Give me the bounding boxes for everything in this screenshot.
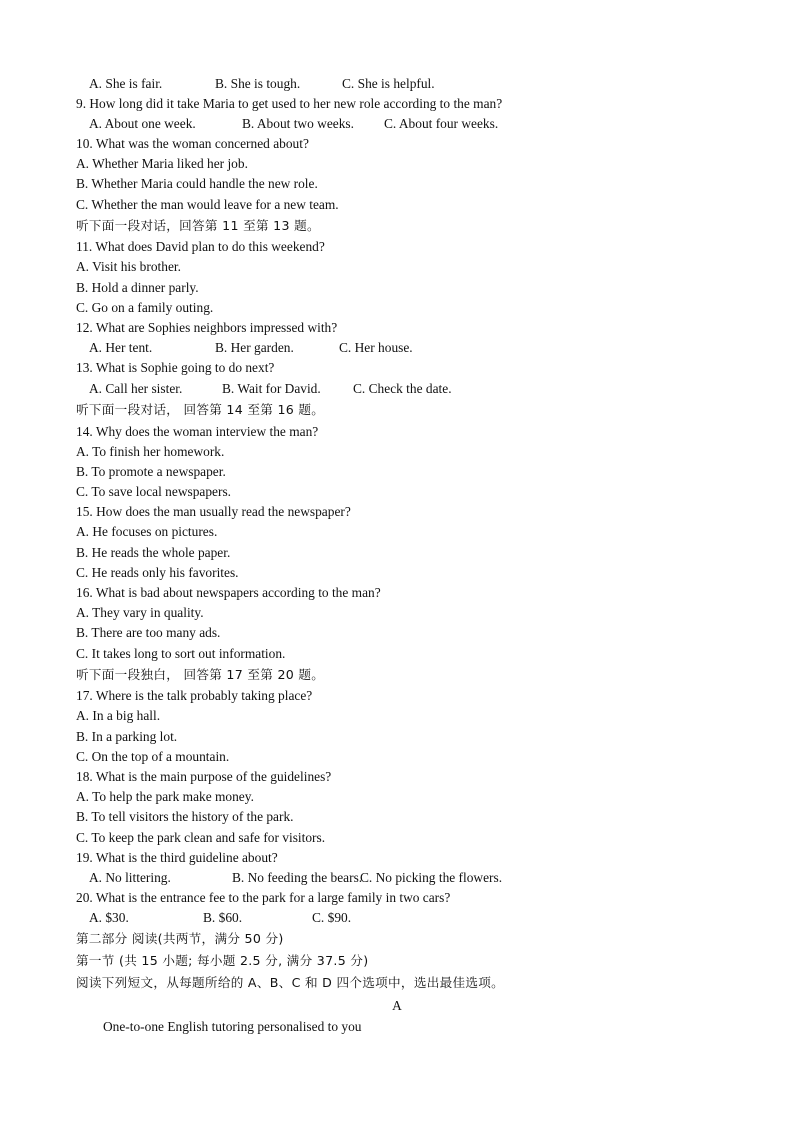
question-18-option-b: B. To tell visitors the history of the park. — [76, 809, 294, 824]
question-18-option-c: C. To keep the park clean and safe for visitors. — [76, 830, 326, 845]
passage-title: One-to-one English tutoring personalised to you — [103, 1019, 362, 1034]
question-14-option-c: C. To save local newspapers. — [76, 484, 231, 499]
question-14-option-b: B. To promote a newspaper. — [76, 464, 226, 479]
question-17: 17. Where is the talk probably taking place? — [76, 688, 313, 703]
question-17-option-b: B. In a parking lot. — [76, 729, 178, 744]
question-12: 12. What are Sophies neighbors impressed with? — [76, 320, 338, 335]
question-18: 18. What is the main purpose of the guidelines? — [76, 769, 332, 784]
option-a: A. Call her sister. — [89, 381, 183, 396]
question-17-option-c: C. On the top of a mountain. — [76, 749, 230, 764]
option-c: C. No picking the flowers. — [360, 870, 503, 885]
question-14: 14. Why does the woman interview the man? — [76, 424, 319, 439]
option-b: B. She is tough. — [215, 76, 301, 91]
option-c: C. Her house. — [339, 340, 413, 355]
question-11-option-b: B. Hold a dinner parly. — [76, 280, 199, 295]
question-10-option-c: C. Whether the man would leave for a new team. — [76, 197, 339, 212]
question-9: 9. How long did it take Maria to get used to her new role according to the man? — [76, 96, 503, 111]
question-15-option-c: C. He reads only his favorites. — [76, 565, 239, 580]
option-b: B. Her garden. — [215, 340, 294, 355]
option-a: A. Her tent. — [89, 340, 153, 355]
question-11: 11. What does David plan to do this weekend? — [76, 239, 325, 254]
question-18-option-a: A. To help the park make money. — [76, 789, 254, 804]
question-11-option-c: C. Go on a family outing. — [76, 300, 214, 315]
option-c: C. About four weeks. — [384, 116, 499, 131]
instruction-14-16: 听下面一段对话， 回答第 14 至第 16 题。 — [76, 402, 325, 417]
part-2-heading: 第二部分 阅读(共两节，满分 50 分) — [76, 931, 284, 946]
instruction-17-20: 听下面一段独白， 回答第 17 至第 20 题。 — [76, 667, 325, 682]
question-16-option-a: A. They vary in quality. — [76, 605, 204, 620]
question-15-option-a: A. He focuses on pictures. — [76, 524, 218, 539]
question-11-option-a: A. Visit his brother. — [76, 259, 181, 274]
question-17-option-a: A. In a big hall. — [76, 708, 161, 723]
option-a: A. About one week. — [89, 116, 196, 131]
section-1-heading: 第一节 (共 15 小题; 每小题 2.5 分, 满分 37.5 分) — [76, 953, 369, 968]
option-c: C. $90. — [312, 910, 352, 925]
question-10-option-b: B. Whether Maria could handle the new role. — [76, 176, 318, 191]
question-20: 20. What is the entrance fee to the park for a large family in two cars? — [76, 890, 451, 905]
option-c: C. Check the date. — [353, 381, 452, 396]
question-13: 13. What is Sophie going to do next? — [76, 360, 275, 375]
question-16-option-c: C. It takes long to sort out information. — [76, 646, 286, 661]
reading-instruction: 阅读下列短文，从每题所给的 A、B、C 和 D 四个选项中，选出最佳选项。 — [76, 975, 505, 990]
question-10-option-a: A. Whether Maria liked her job. — [76, 156, 248, 171]
question-16: 16. What is bad about newspapers according to the man? — [76, 585, 381, 600]
instruction-11-13: 听下面一段对话，回答第 11 至第 13 题。 — [76, 218, 320, 233]
question-16-option-b: B. There are too many ads. — [76, 625, 221, 640]
passage-label: A — [392, 998, 402, 1013]
question-10: 10. What was the woman concerned about? — [76, 136, 309, 151]
option-a: A. She is fair. — [89, 76, 163, 91]
option-a: A. $30. — [89, 910, 129, 925]
option-c: C. She is helpful. — [342, 76, 435, 91]
question-14-option-a: A. To finish her homework. — [76, 444, 225, 459]
option-b: B. About two weeks. — [242, 116, 354, 131]
option-b: B. Wait for David. — [222, 381, 321, 396]
question-19: 19. What is the third guideline about? — [76, 850, 278, 865]
option-a: A. No littering. — [89, 870, 171, 885]
question-15: 15. How does the man usually read the newspaper? — [76, 504, 351, 519]
option-b: B. No feeding the bears. — [232, 870, 363, 885]
question-15-option-b: B. He reads the whole paper. — [76, 545, 231, 560]
option-b: B. $60. — [203, 910, 243, 925]
